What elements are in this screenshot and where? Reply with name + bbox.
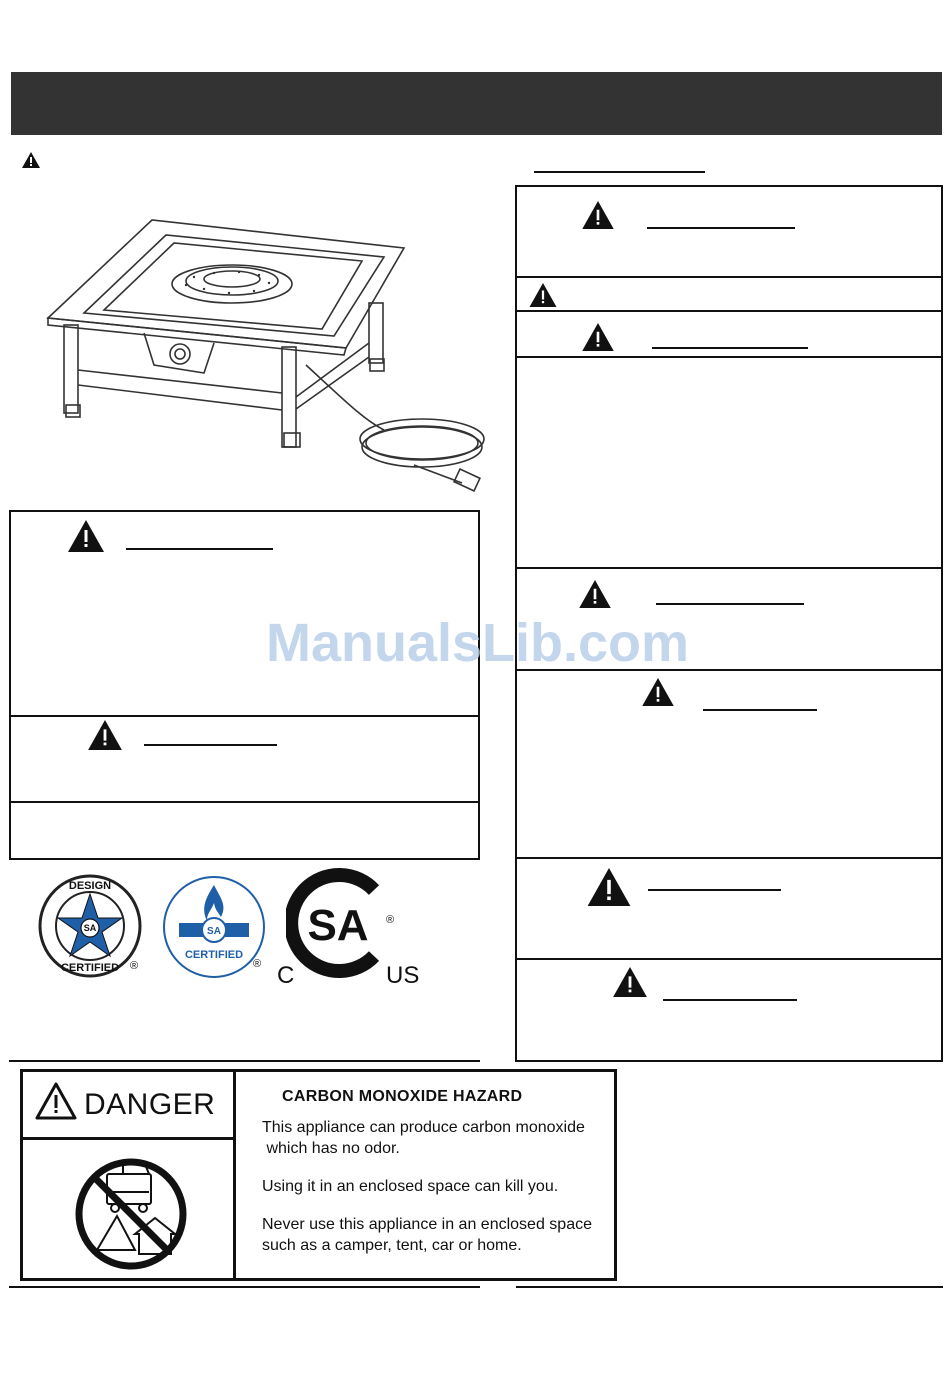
warning-icon [642, 678, 674, 706]
danger-text-line: which has no odor. [262, 1140, 400, 1157]
warning-icon [528, 283, 558, 307]
warning-icon [22, 152, 40, 168]
csa-mark: SA [307, 901, 369, 950]
section-header-bar [11, 72, 942, 135]
right-box-divider [515, 356, 943, 358]
danger-left-panel [23, 1072, 236, 1278]
right-box-divider [515, 567, 943, 569]
danger-text-line: such as a camper, tent, car or home. [262, 1237, 522, 1254]
danger-header [23, 1072, 233, 1140]
blue-certified-logo [161, 875, 267, 979]
heading-underline [663, 999, 797, 1001]
right-box-divider [515, 857, 943, 859]
left-warning-box [9, 510, 480, 860]
csa-c-label: C [277, 962, 295, 989]
registered-mark: ® [130, 960, 139, 972]
warning-icon [582, 323, 614, 351]
right-box-divider [515, 958, 943, 960]
csa-logo [286, 868, 386, 978]
heading-underline [144, 744, 277, 746]
registered-mark: ® [386, 914, 395, 926]
design-certified-logo [38, 872, 144, 980]
warning-icon [582, 201, 614, 229]
warning-icon [613, 967, 647, 997]
blue-certified-inner: SA [207, 926, 221, 937]
danger-text-line: Using it in an enclosed space can kill you. [262, 1178, 559, 1195]
watermark: ManualsLib.com [266, 613, 690, 673]
heading-underline [703, 709, 817, 711]
warning-icon [587, 868, 631, 906]
section-divider [9, 1060, 480, 1062]
blue-certified-text: CERTIFIED [184, 949, 244, 961]
heading-underline [648, 889, 781, 891]
warning-icon [68, 520, 104, 552]
heading-underline [652, 347, 808, 349]
left-box-divider [9, 715, 480, 717]
warning-outline-icon [35, 1082, 77, 1120]
heading-underline [656, 603, 804, 605]
right-box-divider [515, 310, 943, 312]
danger-title: CARBON MONOXIDE HAZARD [282, 1088, 523, 1105]
danger-text-line: Never use this appliance in an enclosed space [262, 1216, 592, 1233]
design-certified-bottom-text: CERTIFIED [60, 962, 120, 974]
heading-underline [647, 227, 795, 229]
registered-mark: ® [253, 958, 262, 970]
no-enclosed-space-icon [73, 1152, 189, 1272]
csa-us-label: US [386, 962, 420, 989]
heading-underline [126, 548, 273, 550]
design-certified-inner: SA [83, 923, 97, 933]
danger-signal-word: DANGER [84, 1088, 216, 1121]
warning-icon [88, 720, 122, 750]
design-certified-top-text: DESIGN [68, 880, 112, 892]
fire-pit-illustration [44, 215, 486, 493]
section-divider [9, 1286, 480, 1288]
section-divider [516, 1286, 943, 1288]
right-box-divider [515, 276, 943, 278]
warning-icon [579, 580, 611, 608]
heading-underline [534, 171, 705, 173]
left-box-divider [9, 801, 480, 803]
danger-text-line: This appliance can produce carbon monoxide [262, 1119, 585, 1136]
